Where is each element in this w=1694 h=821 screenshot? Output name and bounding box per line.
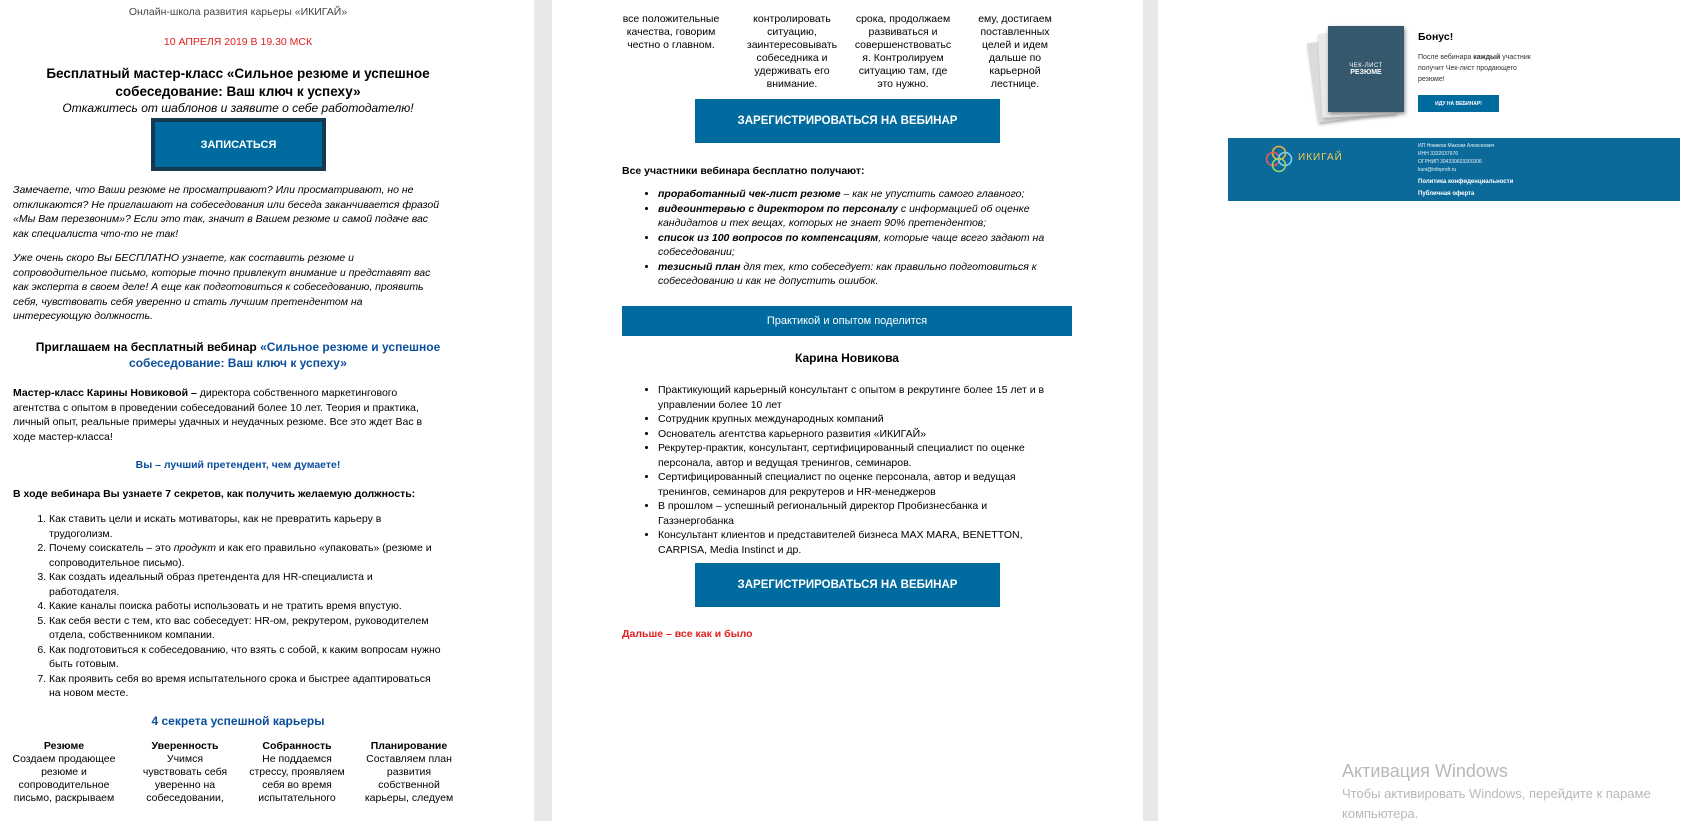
document-page-1 [0,0,534,821]
further-text: Дальше – все как и было [622,628,753,640]
list-item: 6. Как подготовиться к собеседованию, что взять с собой, к каким вопросам нужно быть готовым. [49,643,504,672]
bonus-title: Бонус! [1418,31,1454,43]
column-continuation: все положительные качества, говорим честно о главном. [622,13,720,51]
gifts-list [622,187,1108,289]
page-title [0,65,476,101]
text-line: интересующую должность. [13,310,153,322]
list-item: 7. Как проявить себя во время испытательного срока и быстрее адаптироваться на новом месте. [49,672,504,701]
text-line: Замечаете, что Ваши резюме не просматривают? Или просматривают, но не [13,184,414,196]
footer-brand: ИКИГАЙ [1298,152,1343,163]
column-composure: Собранность Не поддаемся стрессу, проявляем себя во время испытательного [242,740,352,805]
list-item: • Практикующий карьерный консультант с опытом в рекрутинге более 15 лет и в управлении более 10 лет [658,383,1118,412]
intro-paragraph-2 [13,251,483,324]
master-class-description [13,386,483,444]
text-line: «Мы Вам перезвоним»? Если это так, значит в Вашем резюме и самой подаче вас [13,213,429,225]
book-cover [1328,26,1404,112]
book-title: ЧЕК-ЛИСТ [1349,62,1383,69]
privacy-policy-link[interactable]: Политика конфиденциальности [1418,179,1514,185]
speaker-name: Карина Новикова [795,351,899,365]
text-line: как эксперта в своем деле! А еще как подготовиться к собеседованию, проявить [13,281,424,293]
list-item: • Консультант клиентов и представителей бизнеса MAX MARA, BENETTON, CARPISA, Media Instinct и др. [658,528,1118,557]
list-item: 2. Почему соискатель – это продукт и как его правильно «упаковать» (резюме и сопроводительное письмо). [49,541,504,570]
invite-link[interactable]: «Сильное резюме и успешное [260,340,441,354]
ikigai-logo-icon [1264,144,1294,174]
page-gap [534,0,552,821]
list-item: • Основатель агентства карьерного развития «ИКИГАЙ» [658,427,1118,442]
text-line: личный опыт, реальные примеры удачных и неудачных резюме. Все это ждет Вас в [13,416,423,428]
windows-activation-title: Активация Windows [1342,761,1508,781]
column-head: Планирование [370,740,448,752]
list-item: • Сотрудник крупных международных компаний [658,412,1118,427]
page-title-line: Бесплатный мастер-класс «Сильное резюме и успешное [46,66,430,81]
text-line: агентства с опытом в проведении собеседований более 10 лет. Теория и практика, [13,401,419,414]
register-webinar-button[interactable]: ЗАРЕГИСТРИРОВАТЬСЯ НА ВЕБИНАР [695,563,1000,607]
column-planning: Планирование Составляем план развития собственной карьеры, следуем [354,740,464,805]
column-head: Уверенность [151,740,219,752]
master-bold: Мастер-класс Карины Новиковой – [13,387,197,399]
list-item: 3. Как создать идеальный образ претендента для HR-специалиста и работодателя. [49,570,504,599]
list-item: • тезисный план для тех, кто собеседует: как правильно подготовиться к собеседованию и как не допустить ошибок. [658,260,1108,289]
list-item: 4. Какие каналы поиска работы использовать и не тратить время впустую. [49,599,504,614]
webinar-invite [0,339,476,371]
column-confidence: Уверенность Учимся чувствовать себя уверенно на собеседовании, [130,740,240,805]
windows-activation-text: компьютера. [1342,806,1419,821]
public-offer-link[interactable]: Публичная оферта [1418,191,1475,197]
intro-paragraph-1 [13,183,483,241]
bonus-text: После вебинара каждый участник получит Чек-лист продающего резюме! [1418,54,1531,83]
register-webinar-button[interactable]: ЗАРЕГИСТРИРОВАТЬСЯ НА ВЕБИНАР [695,99,1000,143]
column-continuation: контролировать ситуацию, заинтересовывать собеседника и удерживать его внимание. [746,13,838,90]
footer-email[interactable]: kuni@infoprofr.ru [1418,167,1457,173]
speaker-banner: Практикой и опытом поделится [622,306,1072,336]
secrets-list [13,512,504,701]
list-item: • Рекрутер-практик, консультант, сертифицированный специалист по оценке персонала, автор и ведущая тренингов, семинаров. [658,441,1118,470]
text-line: директора собственного маркетингового [196,387,398,399]
school-name: Онлайн-школа развития карьеры «ИКИГАЙ» [128,6,348,18]
column-resume: Резюме Создаем продающее резюме и сопроводительное письмо, раскрываем [5,740,123,805]
signup-button[interactable]: ЗАПИСАТЬСЯ [151,118,326,171]
windows-activation-text: Чтобы активировать Windows, перейдите к параме [1342,786,1651,801]
text-line: Уже очень скоро Вы БЕСПЛАТНО узнаете, как составить резюме и [13,252,354,264]
list-item: • В прошлом – успешный региональный директор Пробизнесбанка и Газэнергобанка [658,499,1118,528]
text-line: откликаются? Не приглашают на собеседования или беседа заканчивается фразой [13,198,440,211]
page-title-line: собеседование: Ваш ключ к успеху» [115,84,361,99]
list-item: • Сертифицированный специалист по оценке персонала, автор и ведущая тренингов, семинаров для рекрутеров и HR-менеджеров [658,470,1118,499]
invite-link[interactable]: собеседование: Ваш ключ к успеху» [129,356,347,370]
book-subtitle: РЕЗЮМЕ [1350,68,1382,76]
document-page-2 [552,0,1143,821]
invite-prefix: Приглашаем на бесплатный вебинар [35,340,261,354]
column-head: Собранность [262,740,332,752]
column-continuation: срока, продолжаем развиваться и совершенствоватьс я. Контролируем ситуацию там, где это нужно. [854,13,952,90]
best-candidate-text: Вы – лучший претендент, чем думаете! [135,459,341,471]
checklist-book-image [1306,22,1418,117]
document-page-3 [1158,0,1694,821]
text-line: себя, чувствовать себя уверенно и стать лучшим претендентом на [13,295,363,308]
page-subtitle: Откажитесь от шаблонов и заявите о себе работодателю! [62,101,414,115]
list-item: • список из 100 вопросов по компенсациям, которые чаще всего задают на собеседовании; [658,231,1108,260]
page-gap [1143,0,1158,821]
event-date: 10 АПРЕЛЯ 2019 В 19.30 МСК [163,36,313,48]
list-item: 1. Как ставить цели и искать мотиваторы, как не превратить карьеру в трудоголизм. [49,512,504,541]
gifts-heading: Все участники вебинара бесплатно получают: [622,165,865,177]
four-secrets-heading: 4 секрета успешной карьеры [151,714,325,728]
column-continuation: ему, достигаем поставленных целей и идем дальше по карьерной лестнице. [978,13,1052,90]
secrets-heading: В ходе вебинара Вы узнаете 7 секретов, как получить желаемую должность: [13,488,416,500]
bonus-webinar-button[interactable]: ИДУ НА ВЕБИНАР! [1418,95,1499,112]
text-line: сопроводительное письмо, которые точно привлекут внимание и представят вас [13,266,431,279]
footer-links [1418,176,1513,200]
list-item: • видеоинтервью с директором по персоналу с информацией об оценке кандидатов и тех вещах, которых не знает 90% претендентов; [658,202,1108,231]
list-item: 5. Как себя вести с тем, кто вас собеседует: HR-ом, рекрутером, руководителем отдела, собственником компании. [49,614,504,643]
column-head: Резюме [43,740,85,752]
speaker-bio-list [622,383,1118,557]
footer-info: ИП Новиков Максим Алексеевич ИНН 3332037976 ОГРНИП 304330603300306 kuni@infoprofr.ru [1418,143,1495,173]
list-item: • проработанный чек-лист резюме – как не упустить самого главного; [658,187,1108,202]
text-line: как специалиста что-то не так! [13,227,179,240]
footer [1228,138,1680,201]
text-line: ходе мастер-класса! [13,430,113,443]
